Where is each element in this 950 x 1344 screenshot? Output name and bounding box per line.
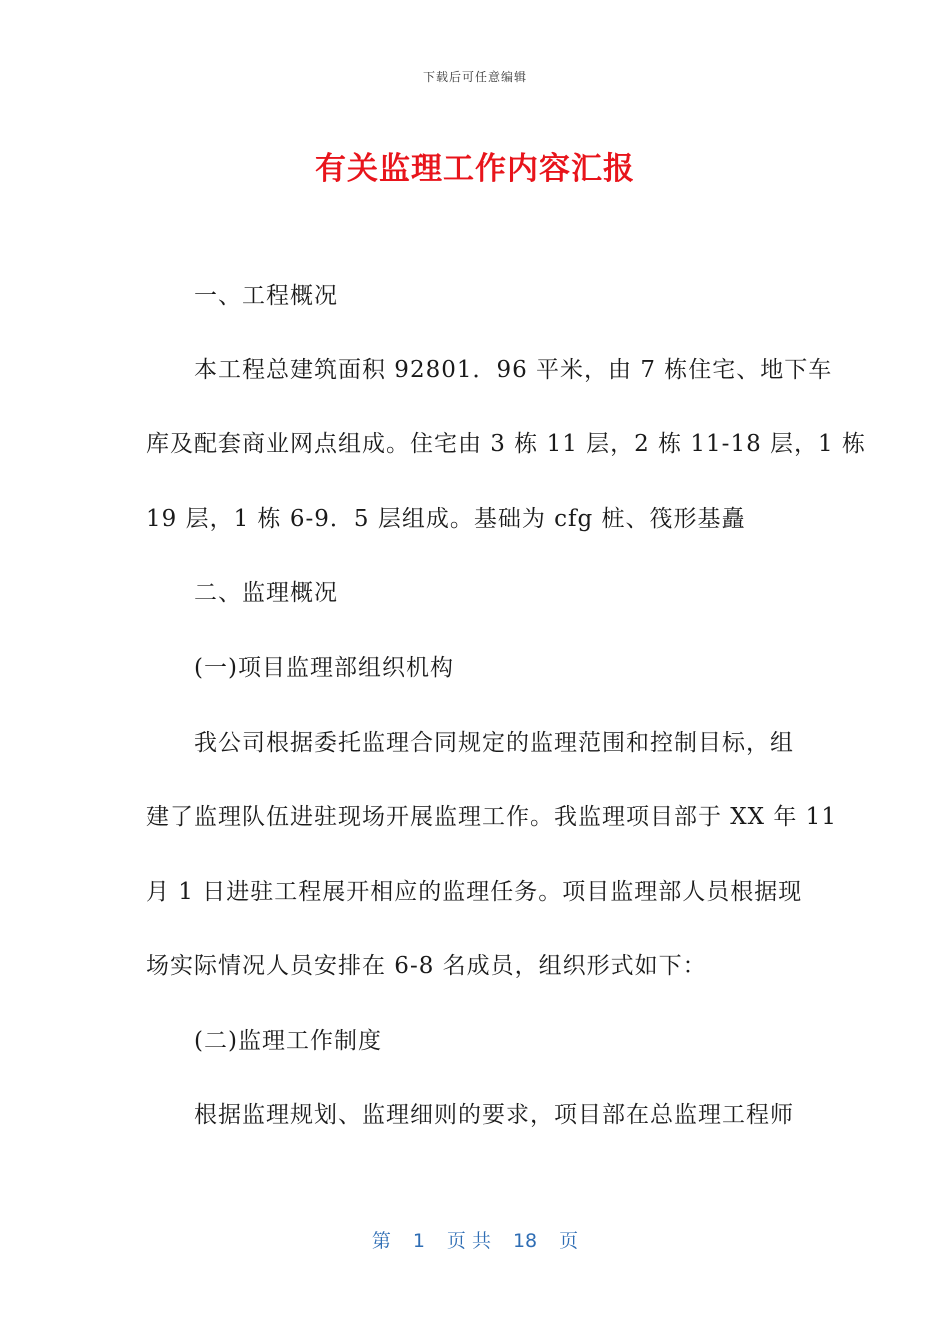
total-pages-number: 18 [512, 1230, 538, 1252]
subsection-heading-organization: (一)项目监理部组织机构 [194, 655, 454, 681]
paragraph-line: 场实际情况人员安排在 6-8 名成员，组织形式如下： [146, 953, 707, 979]
paragraph-line: 库及配套商业网点组成。住宅由 3 栋 11 层，2 栋 11-18 层，1 栋 [146, 431, 866, 457]
page-mid-label: 页 共 [446, 1230, 491, 1252]
section-heading-overview: 一、工程概况 [194, 283, 338, 309]
paragraph-line: 我公司根据委托监理合同规定的监理范围和控制目标，组 [194, 730, 794, 756]
subsection-heading-system: (二)监理工作制度 [194, 1028, 382, 1054]
page-suffix: 页 [559, 1230, 579, 1252]
current-page-number: 1 [412, 1230, 425, 1252]
paragraph-line: 月 1 日进驻工程展开相应的监理任务。项目监理部人员根据现 [146, 879, 803, 905]
page-footer [0, 1226, 950, 1253]
document-title: 有关监理工作内容汇报 [315, 151, 635, 187]
page-prefix: 第 [371, 1230, 391, 1252]
paragraph-line: 根据监理规划、监理细则的要求，项目部在总监理工程师 [194, 1102, 794, 1128]
paragraph-line: 建了监理队伍进驻现场开展监理工作。我监理项目部于 XX 年 11 [146, 804, 837, 830]
paragraph-line: 本工程总建筑面积 92801．96 平米，由 7 栋住宅、地下车 [194, 357, 833, 383]
paragraph-line: 19 层，1 栋 6-9．5 层组成。基础为 cfg 桩、筏形基矗 [146, 506, 746, 532]
section-heading-supervision: 二、监理概况 [194, 580, 338, 606]
header-note: 下载后可任意编辑 [422, 70, 527, 84]
